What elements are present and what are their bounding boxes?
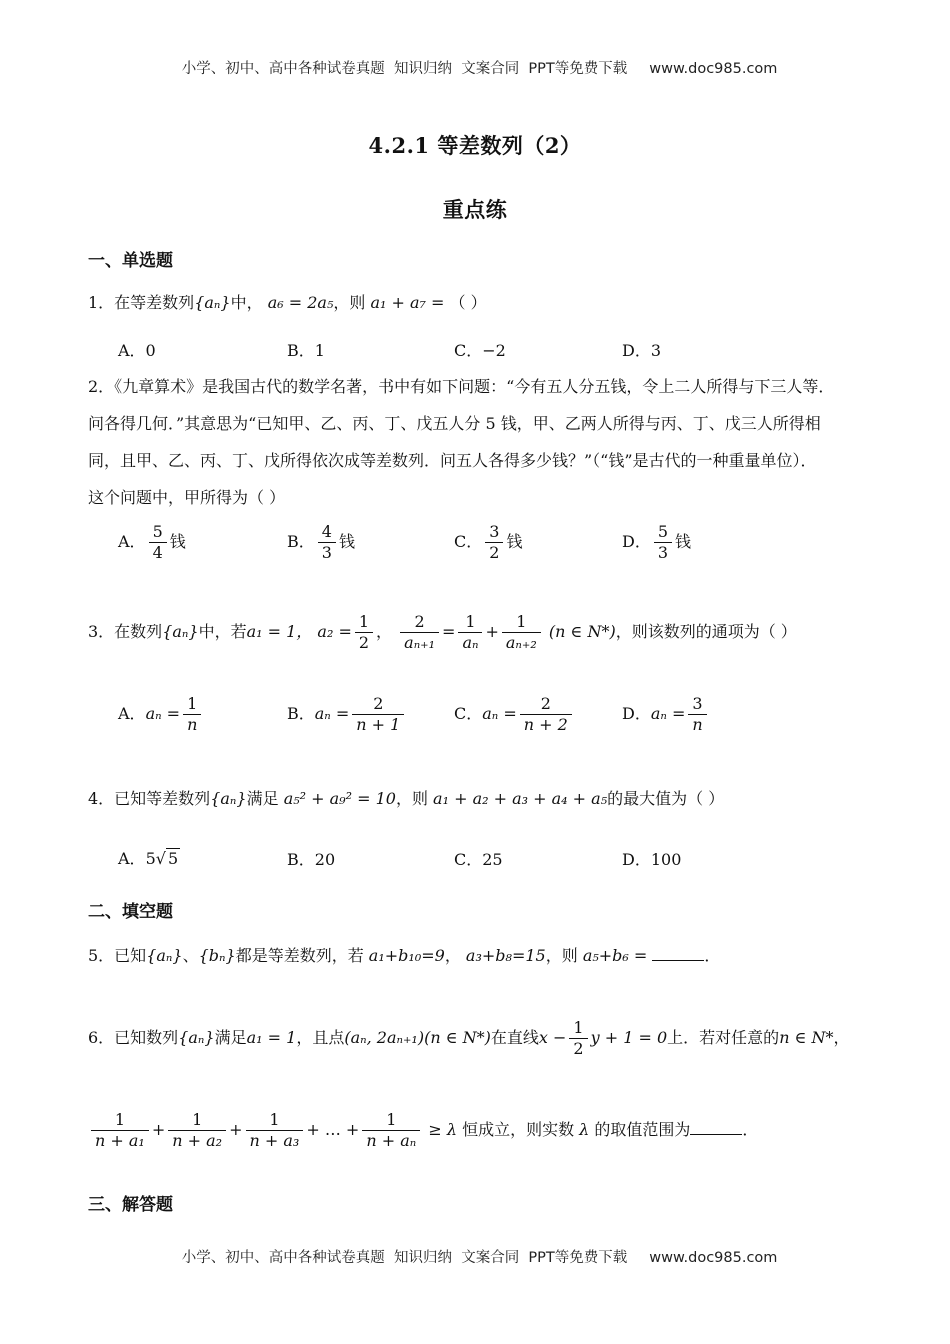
q2-line-4: 这个问题中，甲所得为（ ）: [88, 488, 286, 507]
q6-term-last: [362, 1110, 420, 1151]
q5-condition-1: a₁+b₁₀=9: [368, 946, 445, 965]
option-label: A．: [118, 532, 146, 551]
q4-then: ，则: [395, 789, 428, 808]
fraction: [520, 694, 572, 735]
q3-domain: (n ∈ N*): [548, 622, 616, 641]
q3-condition-2: a₂ =: [317, 622, 352, 641]
q6-line-part-b: y + 1 = 0: [590, 1028, 668, 1047]
footer-text: 小学、初中、高中各种试卷真题 知识归纳 文案合同 PPT等免费下载: [181, 1250, 628, 1266]
q5-sequence-a: {aₙ}: [146, 946, 183, 965]
q6-answer-blank[interactable]: [690, 1118, 742, 1135]
unit: 钱: [675, 532, 692, 551]
header-url[interactable]: www.doc985.com: [649, 61, 778, 77]
q3-option-c[interactable]: [454, 694, 575, 735]
option-label: D．: [622, 704, 651, 723]
q1-option-c[interactable]: C．−2: [454, 341, 506, 360]
unit: 钱: [338, 532, 355, 551]
q1-mid: 中，: [230, 293, 263, 312]
section-heading-fill-in: 二、填空题: [88, 902, 173, 922]
q5-sequence-b: {bₙ}: [198, 946, 236, 965]
q2-option-d[interactable]: [622, 522, 691, 563]
q5-prefix: 5．已知: [88, 946, 147, 965]
numerator: 2: [520, 694, 572, 715]
q2-option-c[interactable]: [454, 522, 522, 563]
q5-end: ．: [704, 946, 721, 965]
denominator: n + a₁: [95, 1131, 145, 1150]
denominator: n + 1: [356, 715, 401, 734]
q5-separator: 、: [182, 946, 199, 965]
numerator: 5: [149, 522, 167, 543]
q6-end: ．: [742, 1120, 759, 1139]
page-footer: [0, 1230, 950, 1267]
q4-option-b[interactable]: B．20: [287, 850, 336, 869]
q6-text-2: 在直线: [490, 1028, 539, 1047]
plus-sign: +: [229, 1120, 243, 1139]
q3-mid: 中，若: [198, 622, 247, 641]
document-title: 4.2.1 等差数列（2）: [368, 133, 582, 158]
denominator: 2: [489, 543, 500, 562]
numerator: 1: [362, 1110, 420, 1131]
fraction: [654, 522, 672, 563]
q3-separator: ，: [376, 622, 393, 641]
numerator: 1: [569, 1018, 587, 1039]
q3-option-d[interactable]: [622, 694, 710, 735]
denominator: 2: [358, 633, 370, 652]
option-label: A．: [118, 849, 146, 868]
numerator: 1: [246, 1110, 304, 1131]
q3-fraction-1: [400, 612, 439, 653]
denominator: n: [187, 715, 198, 734]
q6-forall: n ∈ N*: [779, 1028, 834, 1047]
fraction: [485, 522, 503, 563]
radicand: 5: [167, 849, 179, 868]
q3-fraction-2: [458, 612, 482, 653]
q6-sequence: {aₙ}: [178, 1028, 215, 1047]
numerator: 1: [91, 1110, 149, 1131]
q2-line-3: 同，且甲、乙、丙、丁、戊所得依次成等差数列．问五人各得多少钱？”（“钱”是古代的一种重量单位）．: [88, 451, 817, 470]
denominator: 3: [321, 543, 332, 562]
q3-prefix: 3．在数列: [88, 622, 163, 641]
unit: 钱: [506, 532, 523, 551]
q5-then: ，则: [545, 946, 578, 965]
footer-url[interactable]: www.doc985.com: [649, 1250, 778, 1266]
fraction: [688, 694, 706, 735]
q6-point: (aₙ, 2aₙ₊₁): [344, 1028, 425, 1047]
q3-plus: +: [485, 622, 499, 641]
q6-inequality-sign: ≥ λ: [428, 1120, 457, 1139]
q6-term-2: [168, 1110, 226, 1151]
q1-answer-paren: （ ）: [449, 293, 487, 312]
q6-text-1: ，且点: [296, 1028, 345, 1047]
q4-prefix: 4．已知等差数列: [88, 789, 211, 808]
q3-option-b[interactable]: [287, 694, 407, 735]
q6-term-3: [246, 1110, 304, 1151]
q6-term-1: [91, 1110, 149, 1151]
q3-option-a[interactable]: [118, 694, 204, 735]
q6-prefix: 6．已知数列: [88, 1028, 179, 1047]
header-text: 小学、初中、高中各种试卷真题 知识归纳 文案合同 PPT等免费下载: [181, 61, 628, 77]
question-5: [88, 944, 720, 967]
q4-option-d[interactable]: D．100: [622, 850, 682, 869]
q1-option-a[interactable]: A．0: [118, 341, 156, 360]
q1-sequence: {aₙ}: [194, 293, 231, 312]
coefficient: 5: [145, 849, 156, 868]
option-lhs: aₙ =: [650, 704, 686, 723]
q1-expression: a₁ + a₇ =: [370, 293, 445, 312]
option-label: B．: [287, 704, 315, 723]
q6-inequality: [88, 1110, 758, 1151]
section-heading-single-choice: 一、单选题: [88, 251, 173, 271]
q3-sequence: {aₙ}: [162, 622, 199, 641]
q1-condition: a₆ = 2a₅: [267, 293, 334, 312]
option-lhs: aₙ =: [314, 704, 350, 723]
q3-equals: =: [442, 622, 456, 641]
q6-line-part-a: x −: [538, 1028, 567, 1047]
option-label: B．: [287, 532, 315, 551]
denominator: aₙ₊₂: [505, 633, 537, 652]
numerator: 5: [654, 522, 672, 543]
fraction: [318, 522, 336, 563]
denominator: n + a₂: [172, 1131, 223, 1150]
q4-suffix: 的最大值为（ ）: [607, 789, 725, 808]
numerator: 1: [183, 694, 201, 715]
q6-text-6: 的取值范围为: [594, 1120, 691, 1139]
question-4: [88, 788, 724, 810]
denominator: n + 2: [523, 715, 568, 734]
q3-fraction-3: [502, 612, 541, 653]
denominator: 3: [657, 543, 669, 562]
q4-condition: a₅² + a₉² = 10: [283, 789, 396, 808]
option-label: C．: [454, 532, 483, 551]
unit: 钱: [169, 532, 186, 551]
q6-text-3: 上．若对任意的: [667, 1028, 780, 1047]
denominator: 2: [573, 1039, 584, 1058]
q6-mid: 满足: [214, 1028, 247, 1047]
numerator: 1: [168, 1110, 226, 1131]
option-label: D．: [622, 532, 651, 551]
numerator: 2: [352, 694, 404, 715]
q2-option-a[interactable]: [118, 522, 186, 563]
fraction: [352, 694, 404, 735]
q2-line-2: 问各得几何．”其意思为“已知甲、乙、丙、丁、戊五人分 5 钱，甲、乙两人所得与丙、丁、戊三人所得相: [88, 414, 821, 433]
q5-condition-2: a₃+b₈=15: [465, 946, 546, 965]
denominator: n: [692, 715, 703, 734]
q6-dots: + … +: [306, 1120, 360, 1139]
q5-mid: 都是等差数列，若: [235, 946, 364, 965]
numerator: 4: [318, 522, 336, 543]
question-3: [88, 612, 797, 653]
q3-suffix: ，则该数列的通项为（ ）: [615, 622, 797, 641]
q4-option-a[interactable]: [118, 848, 180, 870]
q4-expression: a₁ + a₂ + a₃ + a₄ + a₅: [433, 789, 608, 808]
plus-sign: +: [151, 1120, 166, 1139]
section-heading-solutions: 三、解答题: [88, 1195, 173, 1215]
q1-option-d[interactable]: D．3: [622, 341, 662, 360]
fraction: [183, 694, 201, 735]
denominator: aₙ₊₁: [404, 633, 436, 652]
option-label: A．: [118, 704, 146, 723]
q2-option-b[interactable]: [287, 522, 355, 563]
q5-expression: a₅+b₆ =: [582, 946, 648, 965]
denominator: aₙ: [462, 633, 479, 652]
numerator: 2: [400, 612, 439, 633]
q6-text-4: ，: [833, 1028, 850, 1047]
numerator: 1: [355, 612, 373, 633]
question-6: [88, 1018, 850, 1059]
q6-text-5: 恒成立，则实数: [462, 1120, 575, 1139]
q3-condition-1: a₁ = 1，: [246, 622, 313, 641]
question-1: [88, 292, 487, 314]
q4-mid: 满足: [246, 789, 279, 808]
q6-domain: (n ∈ N*): [424, 1028, 491, 1047]
q1-option-b[interactable]: B．1: [287, 341, 325, 360]
q1-prefix: 1．在等差数列: [88, 293, 195, 312]
option-lhs: aₙ =: [482, 704, 517, 723]
sqrt-sign: √: [155, 849, 166, 868]
numerator: 1: [458, 612, 482, 633]
numerator: 1: [502, 612, 541, 633]
option-lhs: aₙ =: [145, 704, 181, 723]
q5-answer-blank[interactable]: [652, 944, 704, 961]
option-label: C．: [454, 704, 483, 723]
q6-condition: a₁ = 1: [246, 1028, 297, 1047]
q5-comma: ，: [444, 946, 461, 965]
numerator: 3: [688, 694, 706, 715]
q4-option-c[interactable]: C．25: [454, 850, 503, 869]
denominator: n + aₙ: [366, 1131, 417, 1150]
q4-sequence: {aₙ}: [210, 789, 247, 808]
denominator: n + a₃: [249, 1131, 300, 1150]
q6-line-fraction: [569, 1018, 587, 1059]
fraction: [149, 522, 167, 563]
document-subtitle: 重点练: [442, 197, 508, 222]
page-header: [0, 41, 950, 78]
q1-then: ，则: [333, 293, 366, 312]
numerator: 3: [485, 522, 503, 543]
q3-half-fraction: [355, 612, 373, 653]
denominator: 4: [152, 543, 163, 562]
q6-lambda: λ: [579, 1120, 590, 1139]
q2-line-1: 2．《九章算术》是我国古代的数学名著，书中有如下问题：“今有五人分五钱，令上二人所得与下三人等．: [88, 377, 835, 396]
